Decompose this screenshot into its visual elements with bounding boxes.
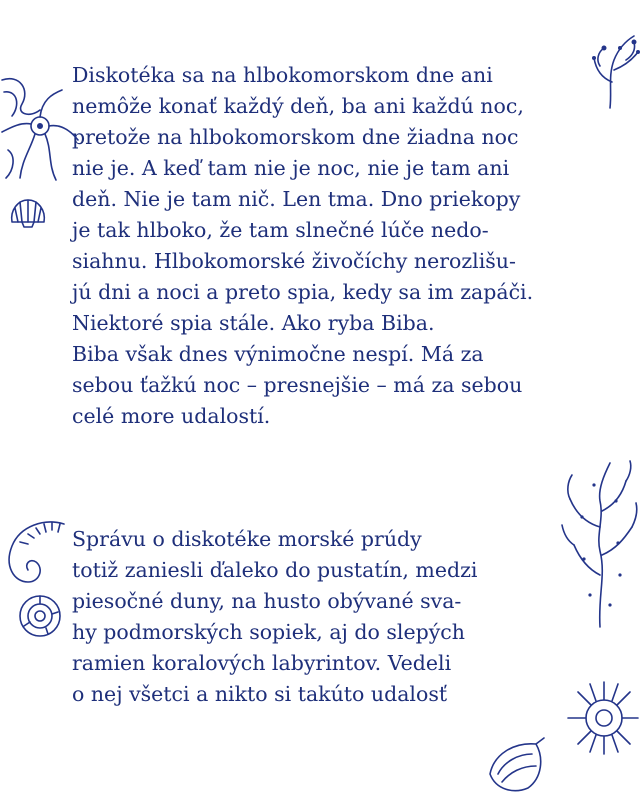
shell-icon xyxy=(8,196,48,230)
text-line: o nej všetci a nikto si takúto udalosť xyxy=(72,682,448,706)
coral-branch-icon xyxy=(560,455,640,630)
sea-urchin-icon xyxy=(566,676,640,760)
text-line: Správu o diskotéke morské prúdy xyxy=(72,527,422,551)
text-line: Biba však dnes výnimočne nespí. Má za xyxy=(72,342,484,366)
conch-icon xyxy=(484,734,548,796)
text-line: hy podmorských sopiek, aj do slepých xyxy=(72,620,465,644)
starfish-tentacles-icon xyxy=(0,60,80,200)
text-line: pretože na hlbokomorskom dne žiadna noc xyxy=(72,125,519,149)
text-line: Niektoré spia stále. Ako ryba Biba. xyxy=(72,311,435,335)
text-line: siahnu. Hlbokomorské živočíchy nerozlišu- xyxy=(72,249,516,273)
paragraph-block-2 xyxy=(72,524,572,710)
text-line: sebou ťažkú noc – presnejšie – má za sebou xyxy=(72,373,523,397)
text-line: Diskotéka sa na hlbokomorskom dne ani xyxy=(72,63,493,87)
text-line: totiž zaniesli ďaleko do pustatín, medzi xyxy=(72,558,478,582)
ammonite-icon xyxy=(0,516,70,646)
text-line: je tak hlboko, že tam slnečné lúče nedo- xyxy=(72,218,489,242)
text-line: deň. Nie je tam nič. Len tma. Dno priekopy xyxy=(72,187,521,211)
text-line: nemôže konať každý deň, ba ani každú noc, xyxy=(72,94,524,118)
text-line: jú dni a noci a preto spia, kedy sa im zapáči. xyxy=(72,280,534,304)
text-line: piesočné duny, na husto obývané sva- xyxy=(72,589,462,613)
text-line: celé more udalostí. xyxy=(72,404,271,428)
paragraph-block-1 xyxy=(72,60,572,432)
text-line: ramien koralových labyrintov. Vedeli xyxy=(72,651,452,675)
text-line: nie je. A keď tam nie je noc, nie je tam ani xyxy=(72,156,510,180)
coral-fan-icon xyxy=(590,30,640,110)
